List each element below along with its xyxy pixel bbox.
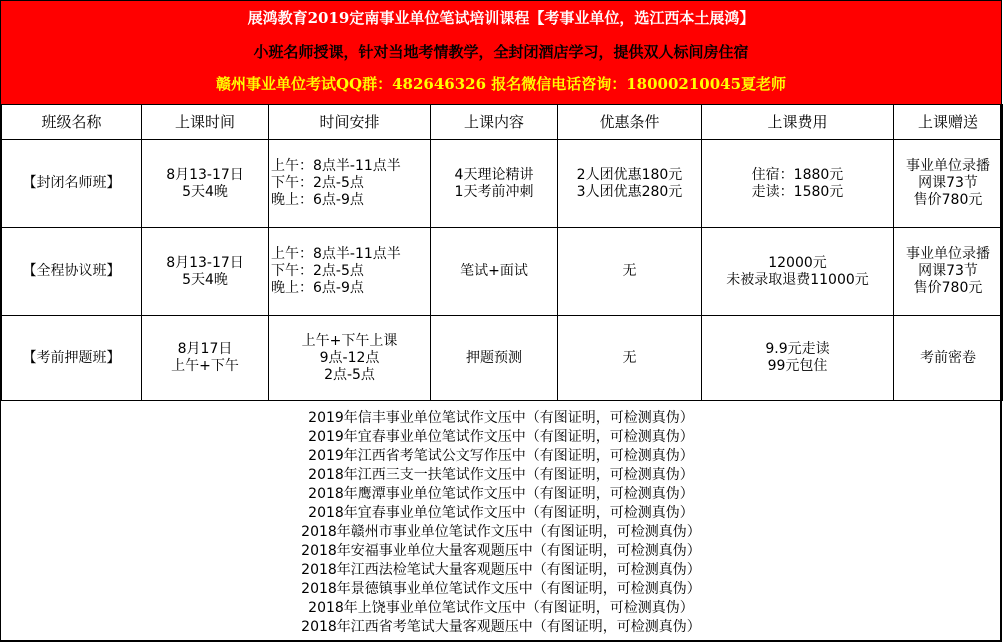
content-line: 4天理论精讲: [454, 166, 534, 183]
schedule-line: 下午：2点-5点: [271, 263, 364, 279]
record-item: 2018年江西省考笔试大量客观题压中（有图证明，可检测真伪）: [301, 619, 701, 635]
header-gift: 上课赠送: [894, 105, 1003, 140]
table-row: [2, 316, 1003, 401]
banner-title: 展鸿教育2019定南事业单位笔试培训课程【考事业单位，选江西本土展鸿】: [247, 9, 755, 27]
cell-fee: [702, 316, 894, 401]
content-line: 1天考前冲刺: [454, 183, 534, 200]
header-discount: 优惠条件: [558, 105, 702, 140]
gift-line: 售价780元: [913, 280, 983, 296]
record-item: 2018年安福事业单位大量客观题压中（有图证明，可检测真伪）: [301, 543, 701, 559]
record-item: 2018年宜春事业单位笔试作文压中（有图证明，可检测真伪）: [308, 505, 694, 521]
time-line: 8月13-17日: [166, 254, 244, 271]
cell-schedule: [269, 140, 431, 228]
cell-discount: [558, 316, 702, 401]
table-row: [2, 228, 1003, 316]
record-item: 2019年江西省考笔试公文写作压中（有图证明，可检测真伪）: [308, 448, 694, 464]
schedule-line: 上午：8点半-11点半: [271, 246, 401, 262]
cell-content: [431, 228, 558, 316]
table-header-row: [2, 105, 1003, 140]
cell-discount: [558, 140, 702, 228]
header-banner: [1, 1, 1001, 104]
banner-contact: 赣州事业单位考试QQ群：482646326 报名微信电话咨询：18000210045夏老师: [215, 75, 787, 93]
cell-schedule: [269, 228, 431, 316]
cell-class-time: [142, 140, 269, 228]
discount-line: 无: [622, 349, 637, 366]
cell-fee: [702, 140, 894, 228]
gift-line: 网课73节: [918, 263, 978, 279]
content-line: 笔试+面试: [460, 263, 528, 279]
cell-class-name: 【考前押题班】: [2, 316, 142, 401]
header-fee: 上课费用: [702, 105, 894, 140]
gift-line: 事业单位录播: [906, 158, 990, 174]
time-line: 8月17日: [177, 341, 233, 357]
cell-fee: [702, 228, 894, 316]
cell-gift: [894, 316, 1003, 401]
gift-line: 售价780元: [913, 192, 983, 208]
schedule-line: 2点-5点: [324, 366, 375, 383]
discount-line: 无: [622, 263, 637, 279]
header-class-time: 上课时间: [142, 105, 269, 140]
fee-line: 12000元: [768, 254, 827, 271]
fee-line: 住宿：1880元: [751, 166, 844, 183]
content-line: 押题预测: [466, 349, 522, 366]
cell-content: [431, 316, 558, 401]
time-line: 5天4晚: [182, 183, 228, 200]
schedule-line: 9点-12点: [319, 349, 380, 366]
cell-class-name: 【全程协议班】: [2, 228, 142, 316]
fee-line: 未被录取退费11000元: [726, 271, 869, 288]
header-schedule: 时间安排: [269, 105, 431, 140]
discount-line: 3人团优惠280元: [576, 183, 683, 200]
table-row: [2, 140, 1003, 228]
schedule-line: 上午：8点半-11点半: [271, 158, 401, 174]
fee-line: 走读：1580元: [751, 183, 844, 200]
record-item: 2018年江西法检笔试大量客观题压中（有图证明，可检测真伪）: [301, 562, 701, 578]
cell-class-time: [142, 316, 269, 401]
fee-line: 99元包住: [767, 358, 828, 374]
discount-line: 2人团优惠180元: [576, 166, 683, 183]
record-item: 2019年信丰事业单位笔试作文压中（有图证明，可检测真伪）: [308, 410, 694, 426]
time-line: 8月13-17日: [166, 166, 244, 183]
schedule-line: 晚上：6点-9点: [271, 280, 364, 296]
cell-class-name: 【封闭名师班】: [2, 140, 142, 228]
record-item: 2018年江西三支一扶笔试作文压中（有图证明，可检测真伪）: [308, 467, 694, 483]
cell-schedule: [269, 316, 431, 401]
record-item: 2018年赣州市事业单位笔试作文压中（有图证明，可检测真伪）: [301, 524, 701, 540]
cell-content: [431, 140, 558, 228]
header-content: 上课内容: [431, 105, 558, 140]
record-item: 2018年鹰潭事业单位笔试作文压中（有图证明，可检测真伪）: [308, 486, 694, 502]
cell-class-time: [142, 228, 269, 316]
record-item: 2019年宜春事业单位笔试作文压中（有图证明，可检测真伪）: [308, 429, 694, 445]
course-table: [1, 104, 1003, 401]
schedule-line: 晚上：6点-9点: [271, 192, 364, 208]
time-line: 5天4晚: [182, 271, 228, 288]
cell-gift: [894, 228, 1003, 316]
gift-line: 事业单位录播: [906, 246, 990, 262]
success-records-list: [1, 409, 1001, 637]
record-item: 2018年景德镇事业单位笔试作文压中（有图证明，可检测真伪）: [301, 581, 701, 597]
schedule-line: 上午+下午上课: [301, 332, 398, 349]
gift-line: 考前密卷: [920, 349, 976, 366]
fee-line: 9.9元走读: [765, 341, 830, 357]
gift-line: 网课73节: [918, 175, 978, 191]
record-item: 2018年上饶事业单位笔试作文压中（有图证明，可检测真伪）: [308, 600, 694, 616]
header-class-name: 班级名称: [2, 105, 142, 140]
cell-gift: [894, 140, 1003, 228]
schedule-line: 下午：2点-5点: [271, 175, 364, 191]
cell-discount: [558, 228, 702, 316]
banner-subtitle: 小班名师授课，针对当地考情教学，全封闭酒店学习，提供双人标间房住宿: [253, 43, 749, 61]
time-line: 上午+下午: [171, 358, 239, 374]
